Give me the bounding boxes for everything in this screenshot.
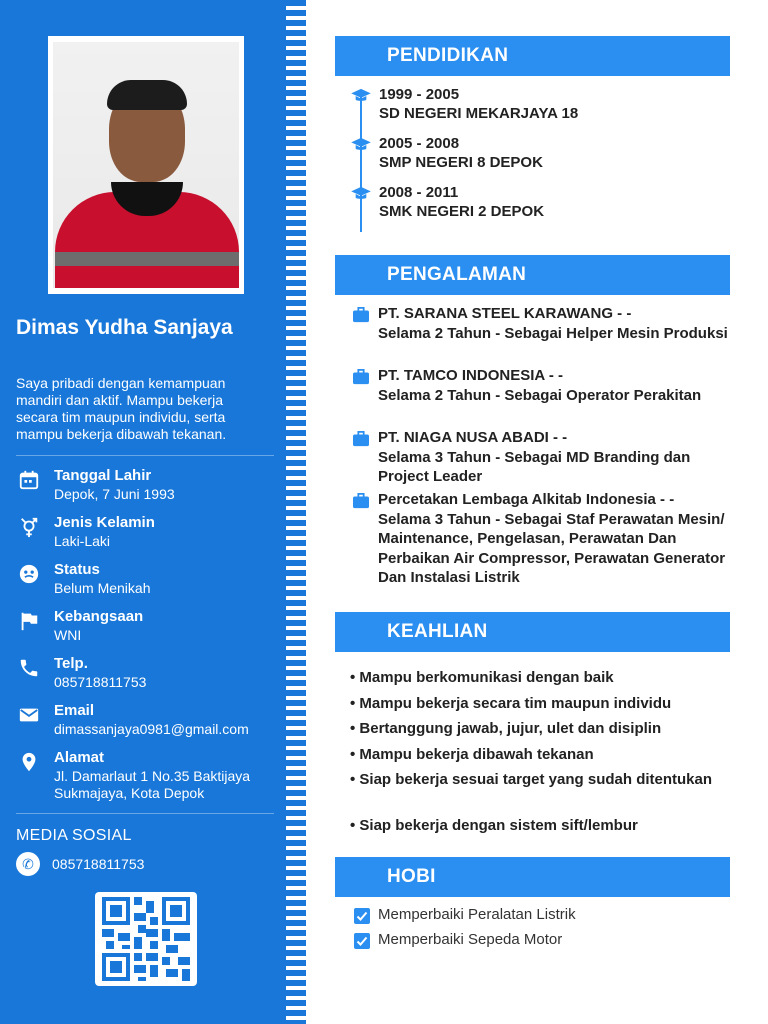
- experience-text: [378, 304, 730, 343]
- education-school: SD NEGERI MEKARJAYA 18: [379, 105, 579, 122]
- info-address: [16, 749, 278, 801]
- info-value: WNI: [54, 627, 82, 643]
- experience-detail: Selama 2 Tahun - Sebagai Operator Perakitan: [378, 386, 702, 404]
- info-label: Email: [54, 702, 95, 719]
- experience-text: [378, 490, 730, 588]
- experience-company: PT. TAMCO INDONESIA - -: [378, 367, 563, 384]
- info-label: Telp.: [54, 655, 88, 672]
- info-email: [16, 702, 278, 749]
- info-status: [16, 561, 278, 608]
- section-heading-education: PENDIDIKAN: [335, 36, 730, 76]
- info-value: Belum Menikah: [54, 580, 151, 596]
- info-label: Jenis Kelamin: [54, 514, 155, 531]
- qr-code: [95, 892, 197, 986]
- section-heading-hobbies: HOBI: [335, 857, 730, 897]
- qr-code-image: [102, 896, 190, 982]
- info-label: Kebangsaan: [54, 608, 144, 625]
- briefcase-icon: [352, 431, 370, 447]
- experience-company: PT. NIAGA NUSA ABADI - -: [378, 429, 568, 446]
- media-title: MEDIA SOSIAL: [16, 827, 132, 844]
- education-school: SMK NEGERI 2 DEPOK: [379, 203, 545, 220]
- whatsapp-icon: ✆: [16, 852, 40, 876]
- info-phone: [16, 655, 278, 702]
- experience-detail: Selama 3 Tahun - Sebagai Staf Perawatan Mesin/ Maintenance, Pengelasan, Perawatan Dan Perbaikan Air Compressor, Perawatan Generator Dan Instalasi Listrik: [378, 510, 726, 586]
- info-label: Alamat: [54, 749, 105, 766]
- phone-icon: [18, 657, 40, 679]
- info-label: Status: [54, 561, 100, 578]
- info-nationality: [16, 608, 278, 655]
- briefcase-icon: [352, 369, 370, 385]
- graduation-cap-icon: [350, 186, 372, 202]
- graduation-cap-icon: [350, 88, 372, 104]
- info-value: 085718811753: [54, 674, 147, 690]
- sidebar-edge-decoration: [280, 0, 306, 1024]
- checkbox-icon: [354, 908, 370, 924]
- info-gender: [16, 514, 278, 561]
- experience-text: [378, 366, 730, 405]
- flag-icon: [18, 610, 40, 632]
- whatsapp-number[interactable]: 085718811753: [52, 856, 145, 872]
- checkbox-icon: [354, 933, 370, 949]
- hobby-label: Memperbaiki Sepeda Motor: [378, 931, 563, 948]
- info-value: Laki-Laki: [54, 533, 111, 549]
- education-years: 2005 - 2008: [379, 135, 460, 152]
- skill-item: • Mampu bekerja secara tim maupun individu: [350, 695, 672, 712]
- location-icon: [18, 751, 40, 773]
- section-heading-experience: PENGALAMAN: [335, 255, 730, 295]
- info-birth: [16, 467, 278, 514]
- profile-name: Dimas Yudha Sanjaya: [16, 316, 233, 339]
- divider: [16, 455, 274, 456]
- experience-detail: Selama 2 Tahun - Sebagai Helper Mesin Produksi: [378, 324, 728, 342]
- info-value: Depok, 7 Juni 1993: [54, 486, 175, 502]
- profile-photo-frame: [48, 36, 244, 294]
- experience-company: PT. SARANA STEEL KARAWANG - -: [378, 305, 632, 322]
- section-heading-skills: KEAHLIAN: [335, 612, 730, 652]
- hobby-label: Memperbaiki Peralatan Listrik: [378, 906, 576, 923]
- education-timeline: [360, 94, 362, 232]
- email-icon: [18, 704, 40, 726]
- skill-item: • Mampu berkomunikasi dengan baik: [350, 669, 614, 686]
- skill-item: • Siap bekerja sesuai target yang sudah ditentukan: [350, 771, 713, 788]
- experience-detail: Selama 3 Tahun - Sebagai MD Branding dan Project Leader: [378, 448, 691, 485]
- sidebar: [0, 0, 280, 1024]
- status-icon: [18, 563, 40, 585]
- experience-company: Percetakan Lembaga Alkitab Indonesia - -: [378, 491, 675, 508]
- skill-item: • Mampu bekerja dibawah tekanan: [350, 746, 594, 763]
- education-years: 1999 - 2005: [379, 86, 460, 103]
- skill-item: • Siap bekerja dengan sistem sift/lembur: [350, 817, 638, 834]
- education-years: 2008 - 2011: [379, 184, 459, 201]
- briefcase-icon: [352, 307, 370, 323]
- graduation-cap-icon: [350, 137, 372, 153]
- personal-info-list: [16, 467, 278, 801]
- profile-photo: [53, 42, 239, 288]
- info-value: dimassanjaya0981@gmail.com: [54, 721, 249, 737]
- info-value: Jl. Damarlaut 1 No.35 Baktijaya Sukmajaya, Kota Depok: [54, 768, 251, 801]
- skill-item: • Bertanggung jawab, jujur, ulet dan disiplin: [350, 720, 662, 737]
- info-label: Tanggal Lahir: [54, 467, 152, 484]
- divider: [16, 813, 274, 814]
- gender-icon: [18, 516, 40, 538]
- experience-text: [378, 428, 730, 487]
- calendar-icon: [18, 469, 40, 491]
- education-school: SMP NEGERI 8 DEPOK: [379, 154, 543, 171]
- briefcase-icon: [352, 493, 370, 509]
- profile-summary: Saya pribadi dengan kemampuan mandiri dan aktif. Mampu bekerja secara tim maupun individu, serta mampu bekerja dibawah tekanan.: [16, 375, 227, 442]
